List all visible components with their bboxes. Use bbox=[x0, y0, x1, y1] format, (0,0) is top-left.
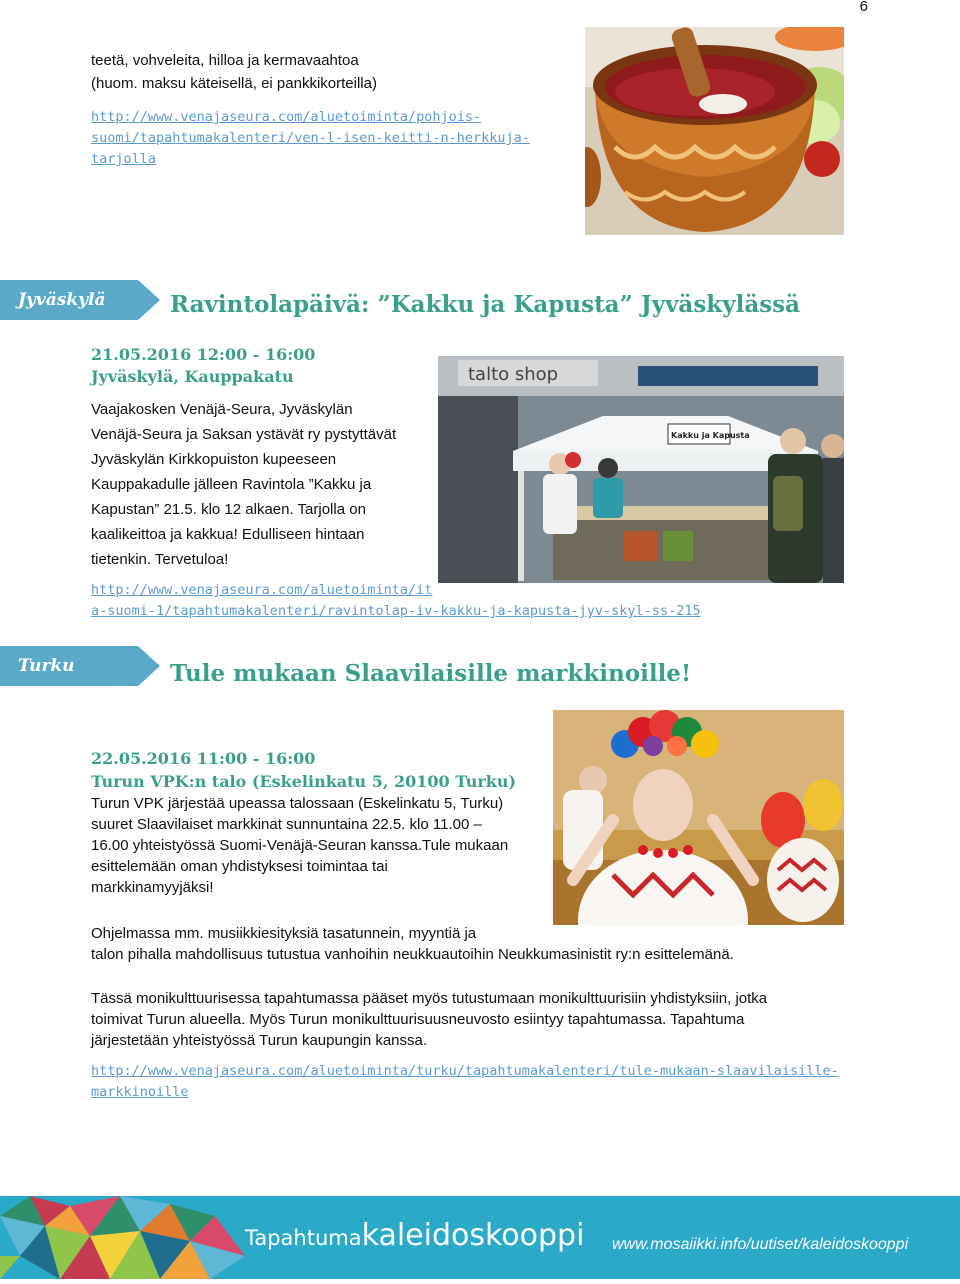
shop-sign: talto shop bbox=[468, 364, 559, 385]
paragraph-line: toimivat Turun alueella. Myös Turun monikulttuurisuusneuvosto esiintyy tapahtumassa. Tapahtuma bbox=[91, 1011, 745, 1028]
program-paragraph bbox=[91, 923, 871, 965]
jyvaskyla-event-link[interactable]: http://www.venajaseura.com/aluetoiminta/it a-suomi-1/tapahtumakalenteri/ravintolap-iv-kakku-ja-kapusta-jyv-skyl-ss-215 bbox=[91, 582, 701, 619]
event-location: Jyväskylä, Kauppakatu bbox=[91, 367, 294, 386]
top-event-link[interactable]: http://www.venajaseura.com/aluetoiminta/pohjois- suomi/tapahtumakalenteri/ven-l-isen-keitti-n-herkkuja-tarjolla bbox=[91, 109, 530, 167]
description-line: Jyväskylän Kirkkopuiston kupeeseen bbox=[91, 451, 337, 468]
description-line: Kapustan” 21.5. klo 12 alkaen. Tarjolla on bbox=[91, 501, 366, 518]
event-description bbox=[91, 397, 431, 572]
event-datetime: 22.05.2016 11:00 - 16:00 bbox=[91, 749, 316, 768]
footer-url[interactable]: www.mosaiikki.info/uutiset/kaleidoskooppi bbox=[612, 1236, 909, 1253]
paragraph-line: talon pihalla mahdollisuus tutustua vanhoihin neukkuautoihin Neukkumasinistit ry:n esittelemänä. bbox=[91, 946, 734, 963]
event-description bbox=[91, 793, 551, 898]
description-line: suuret Slaavilaiset markkinat sunnuntaina 22.5. klo 11.00 – bbox=[91, 816, 482, 833]
section-tag-label: Jyväskylä bbox=[18, 290, 106, 310]
section-tag-jyvaskyla bbox=[0, 280, 138, 320]
section-heading-turku: Tule mukaan Slaavilaisille markkinoille! bbox=[170, 660, 692, 687]
description-line: Vaajakosken Venäjä-Seura, Jyväskylän bbox=[91, 401, 353, 418]
section-tag-turku bbox=[0, 646, 138, 686]
brand-big: kaleidoskooppi bbox=[361, 1218, 585, 1253]
borscht-photo bbox=[585, 27, 844, 235]
paragraph-line: Tässä monikulttuurisessa tapahtumassa pääset myös tutustumaan monikulttuurisiin yhdistyksiin, jotka bbox=[91, 990, 768, 1007]
paragraph-line: järjestetään yhteistyössä Turun kaupungin kanssa. bbox=[91, 1032, 428, 1049]
kaleidoscope-graphic bbox=[0, 1196, 245, 1279]
description-line: kaalikeittoa ja kakkua! Edulliseen hintaan bbox=[91, 526, 365, 543]
section-tag-label: Turku bbox=[18, 656, 75, 676]
turku-event-link[interactable]: http://www.venajaseura.com/aluetoiminta/turku/tapahtumakalenteri/tule-mukaan-slaavilaisille- markkinoille bbox=[91, 1063, 839, 1100]
description-line: 16.00 yhteistyössä Suomi-Venäjä-Seuran kanssa.Tule mukaan bbox=[91, 837, 509, 854]
description-line: Venäjä-Seura ja Saksan ystävät ry pystyttävät bbox=[91, 426, 397, 443]
top-text-line-2: (huom. maksu käteisellä, ei pankkikorteilla) bbox=[91, 75, 377, 92]
event-datetime: 21.05.2016 12:00 - 16:00 bbox=[91, 345, 316, 364]
page-number: 6 bbox=[859, 0, 868, 15]
description-line: Turun VPK järjestää upeassa talossaan (Eskelinkatu 5, Turku) bbox=[91, 795, 504, 812]
brand-small: Tapahtuma bbox=[245, 1226, 362, 1250]
paragraph-line: Ohjelmassa mm. musiikkiesityksiä tasatunnein, myyntiä ja bbox=[91, 925, 477, 942]
footer-brand bbox=[245, 1218, 584, 1253]
event-location: Turun VPK:n talo (Eskelinkatu 5, 20100 Turku) bbox=[91, 772, 517, 791]
section-heading-jyvaskyla: Ravintolapäivä: ”Kakku ja Kapusta” Jyväskylässä bbox=[170, 291, 801, 318]
tent-banner: Kakku ja Kapusta bbox=[671, 431, 750, 440]
description-line: tietenkin. Tervetuloa! bbox=[91, 551, 229, 568]
top-text-line-1: teetä, vohveleita, hilloa ja kermavaahtoa bbox=[91, 52, 359, 69]
description-line: esittelemään oman yhdistyksesi toimintaa tai bbox=[91, 858, 388, 875]
description-line: markkinamyyjäksi! bbox=[91, 879, 214, 896]
multicultural-paragraph bbox=[91, 988, 871, 1051]
folk-costume-photo bbox=[553, 710, 844, 925]
market-tent-photo bbox=[438, 356, 844, 583]
description-line: Kauppakadulle jälleen Ravintola ”Kakku ja bbox=[91, 476, 372, 493]
